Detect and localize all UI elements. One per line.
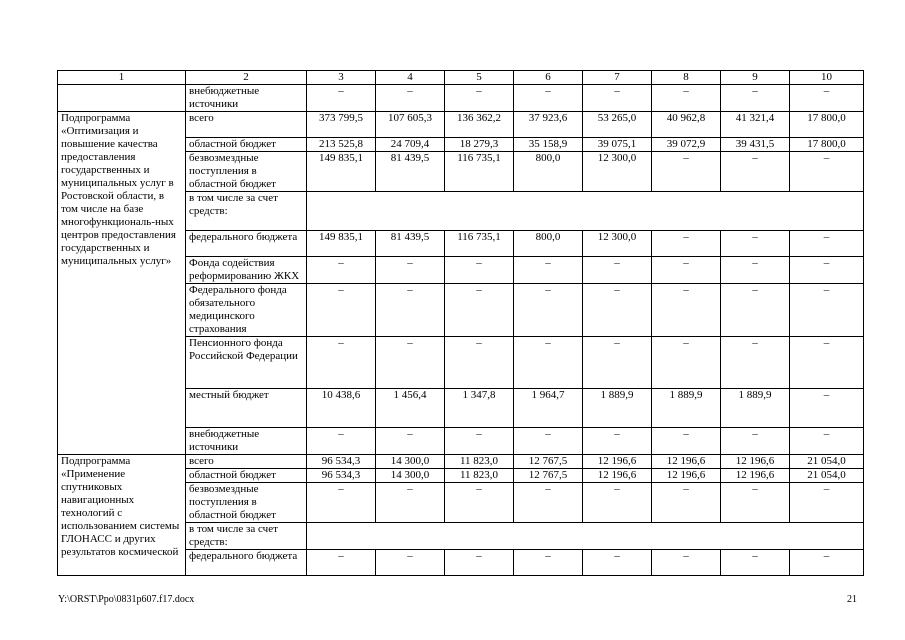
value-cell: –	[721, 428, 790, 455]
row-label: Фонда содействия реформированию ЖКХ	[186, 257, 307, 284]
value-cell: 11 823,0	[445, 455, 514, 469]
value-cell: –	[790, 550, 864, 576]
col-header: 5	[445, 71, 514, 85]
value-cell: 12 196,6	[652, 469, 721, 483]
empty-span-cell	[307, 192, 864, 231]
column-numbers-row	[58, 71, 864, 85]
value-cell: –	[790, 231, 864, 257]
empty-span-cell	[307, 523, 864, 550]
value-cell: 12 196,6	[721, 455, 790, 469]
value-cell: –	[790, 85, 864, 112]
value-cell: –	[790, 257, 864, 284]
value-cell: 373 799,5	[307, 112, 376, 138]
row-label: федерального бюджета	[186, 550, 307, 576]
value-cell: 1 456,4	[376, 389, 445, 428]
col-header: 4	[376, 71, 445, 85]
value-cell: 107 605,3	[376, 112, 445, 138]
value-cell: 12 196,6	[583, 469, 652, 483]
value-cell: 12 767,5	[514, 455, 583, 469]
value-cell: 149 835,1	[307, 231, 376, 257]
value-cell: –	[652, 428, 721, 455]
value-cell: –	[514, 428, 583, 455]
value-cell: –	[514, 85, 583, 112]
value-cell: –	[445, 284, 514, 337]
value-cell: –	[652, 257, 721, 284]
table-row	[58, 455, 864, 469]
value-cell: –	[445, 428, 514, 455]
value-cell: 39 075,1	[583, 138, 652, 152]
value-cell: 96 534,3	[307, 455, 376, 469]
value-cell: 37 923,6	[514, 112, 583, 138]
value-cell: 116 735,1	[445, 231, 514, 257]
value-cell: 81 439,5	[376, 231, 445, 257]
value-cell: –	[445, 550, 514, 576]
value-cell: –	[790, 428, 864, 455]
row-label: всего	[186, 112, 307, 138]
value-cell: 12 300,0	[583, 152, 652, 192]
value-cell: 136 362,2	[445, 112, 514, 138]
value-cell: –	[583, 257, 652, 284]
value-cell: 1 889,9	[652, 389, 721, 428]
row-label: областной бюджет	[186, 138, 307, 152]
row-label: Федерального фонда обязательного медицинского страхования	[186, 284, 307, 337]
value-cell: 213 525,8	[307, 138, 376, 152]
footer-file-path: Y:\ORST\Ppo\0831p607.f17.docx	[58, 594, 195, 605]
value-cell: –	[376, 85, 445, 112]
value-cell: 1 889,9	[583, 389, 652, 428]
value-cell: –	[583, 483, 652, 523]
value-cell: –	[721, 152, 790, 192]
value-cell: 18 279,3	[445, 138, 514, 152]
value-cell: 12 196,6	[721, 469, 790, 483]
value-cell: –	[307, 428, 376, 455]
value-cell: 81 439,5	[376, 152, 445, 192]
value-cell: 14 300,0	[376, 469, 445, 483]
value-cell: –	[652, 337, 721, 389]
value-cell: –	[721, 231, 790, 257]
value-cell: 40 962,8	[652, 112, 721, 138]
value-cell: –	[445, 337, 514, 389]
value-cell: –	[445, 85, 514, 112]
value-cell: –	[583, 85, 652, 112]
value-cell: –	[790, 483, 864, 523]
value-cell: 96 534,3	[307, 469, 376, 483]
value-cell: 14 300,0	[376, 455, 445, 469]
value-cell: –	[790, 152, 864, 192]
value-cell: 800,0	[514, 231, 583, 257]
value-cell: –	[307, 483, 376, 523]
value-cell: 1 889,9	[721, 389, 790, 428]
value-cell: 116 735,1	[445, 152, 514, 192]
row-label: Пенсионного фонда Российской Федерации	[186, 337, 307, 389]
value-cell: –	[514, 550, 583, 576]
value-cell: 53 265,0	[583, 112, 652, 138]
value-cell: –	[307, 337, 376, 389]
value-cell: 17 800,0	[790, 138, 864, 152]
col-header: 10	[790, 71, 864, 85]
subprogram-name: Подпрограмма «Применение спутниковых навигационных технологий с использованием системы ГЛОНАСС и других результатов космической	[58, 455, 186, 576]
value-cell: –	[445, 257, 514, 284]
value-cell: –	[445, 483, 514, 523]
value-cell: –	[307, 257, 376, 284]
value-cell: –	[376, 284, 445, 337]
row-label: федерального бюджета	[186, 231, 307, 257]
value-cell: –	[652, 85, 721, 112]
value-cell: –	[721, 550, 790, 576]
value-cell: 12 196,6	[652, 455, 721, 469]
col-header: 9	[721, 71, 790, 85]
value-cell: –	[790, 337, 864, 389]
value-cell: –	[721, 257, 790, 284]
value-cell: –	[721, 483, 790, 523]
col-header: 3	[307, 71, 376, 85]
value-cell: 11 823,0	[445, 469, 514, 483]
value-cell: –	[376, 483, 445, 523]
value-cell: –	[652, 231, 721, 257]
empty-program-cell	[58, 85, 186, 112]
col-header: 8	[652, 71, 721, 85]
value-cell: –	[790, 389, 864, 428]
value-cell: –	[376, 337, 445, 389]
col-header: 7	[583, 71, 652, 85]
value-cell: 12 196,6	[583, 455, 652, 469]
value-cell: –	[721, 284, 790, 337]
value-cell: –	[376, 550, 445, 576]
value-cell: –	[514, 284, 583, 337]
col-header: 1	[58, 71, 186, 85]
value-cell: 21 054,0	[790, 455, 864, 469]
value-cell: –	[307, 284, 376, 337]
value-cell: –	[376, 257, 445, 284]
value-cell: –	[514, 257, 583, 284]
row-label: безвозмездные поступления в областной бюджет	[186, 152, 307, 192]
row-label: безвозмездные поступления в областной бюджет	[186, 483, 307, 523]
value-cell: –	[307, 85, 376, 112]
value-cell: 21 054,0	[790, 469, 864, 483]
row-label: местный бюджет	[186, 389, 307, 428]
col-header: 6	[514, 71, 583, 85]
value-cell: –	[514, 337, 583, 389]
value-cell: –	[652, 483, 721, 523]
value-cell: 41 321,4	[721, 112, 790, 138]
value-cell: 800,0	[514, 152, 583, 192]
value-cell: 1 347,8	[445, 389, 514, 428]
value-cell: 12 300,0	[583, 231, 652, 257]
value-cell: 12 767,5	[514, 469, 583, 483]
row-label: в том числе за счет средств:	[186, 192, 307, 231]
value-cell: 1 964,7	[514, 389, 583, 428]
value-cell: –	[583, 337, 652, 389]
value-cell: 10 438,6	[307, 389, 376, 428]
value-cell: –	[376, 428, 445, 455]
value-cell: –	[583, 284, 652, 337]
value-cell: –	[790, 284, 864, 337]
value-cell: 24 709,4	[376, 138, 445, 152]
value-cell: 35 158,9	[514, 138, 583, 152]
row-label: областной бюджет	[186, 469, 307, 483]
row-label: всего	[186, 455, 307, 469]
row-label: в том числе за счет средств:	[186, 523, 307, 550]
value-cell: –	[652, 284, 721, 337]
col-header: 2	[186, 71, 307, 85]
row-label: внебюджетные источники	[186, 428, 307, 455]
value-cell: –	[652, 550, 721, 576]
financing-table	[57, 70, 864, 576]
value-cell: 39 431,5	[721, 138, 790, 152]
value-cell: –	[721, 337, 790, 389]
subprogram-name: Подпрограмма «Оптимизация и повышение качества предоставления государственных и муниципальных услуг в Ростовской области, в том числе на базе многофункциональ-ных центров предоставления государственных и муниципальных услуг»	[58, 112, 186, 455]
value-cell: –	[583, 428, 652, 455]
page-number: 21	[847, 594, 857, 605]
value-cell: –	[721, 85, 790, 112]
value-cell: –	[583, 550, 652, 576]
value-cell: 149 835,1	[307, 152, 376, 192]
table-row	[58, 112, 864, 138]
value-cell: 17 800,0	[790, 112, 864, 138]
table-row	[58, 85, 864, 112]
row-label: внебюджетные источники	[186, 85, 307, 112]
value-cell: –	[307, 550, 376, 576]
value-cell: –	[652, 152, 721, 192]
value-cell: 39 072,9	[652, 138, 721, 152]
value-cell: –	[514, 483, 583, 523]
